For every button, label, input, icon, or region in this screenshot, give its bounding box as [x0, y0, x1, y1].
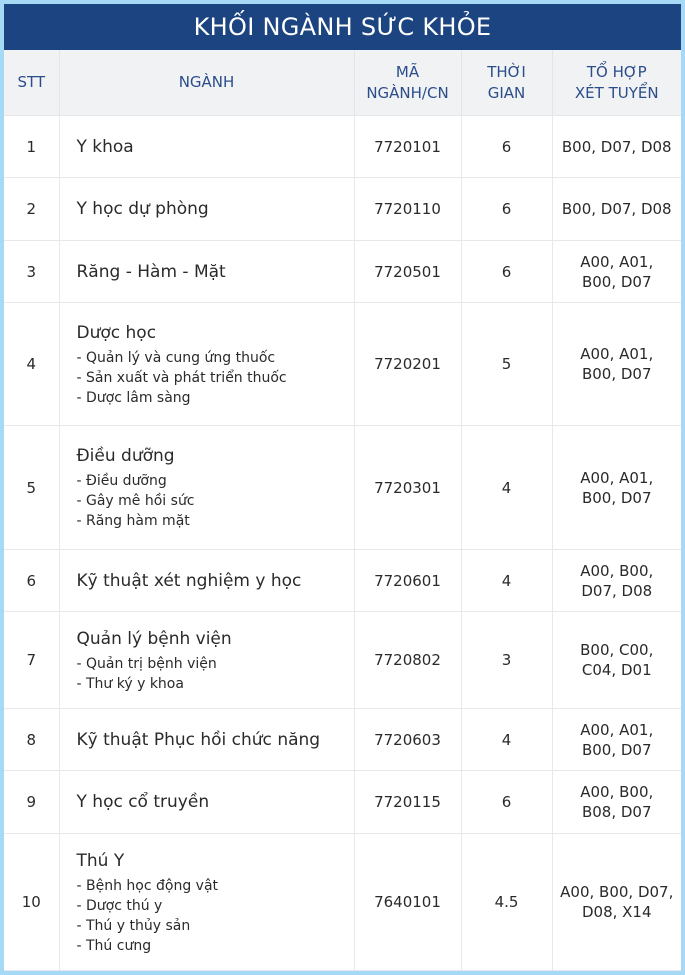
table-row: [4, 612, 681, 709]
specialization-item: - Dược lâm sàng: [76, 389, 191, 406]
cell-combo: B00, C00, C04, D01: [552, 612, 681, 709]
cell-code: 7720501: [354, 241, 461, 303]
cell-code: 7720101: [354, 116, 461, 178]
cell-major: [59, 241, 354, 303]
specialization-item: - Gây mê hồi sức: [76, 493, 195, 509]
specialization-item: - Thư ký y khoa: [76, 675, 184, 692]
major-name: Dược học: [76, 322, 157, 343]
cell-major: [59, 771, 354, 834]
table-row: [4, 426, 681, 550]
table-row: [4, 178, 681, 241]
majors-table: [4, 50, 681, 971]
cell-major: [59, 550, 354, 612]
specialization-item: - Bệnh học động vật: [76, 877, 219, 894]
table-row: [4, 771, 681, 834]
major-name: Điều dưỡng: [76, 446, 175, 466]
specialization-item: - Thú y thủy sản: [76, 917, 191, 934]
cell-combo: A00, A01, B00, D07: [552, 426, 681, 550]
table-row: [4, 834, 681, 971]
column-header-code: MÃ NGÀNH/CN: [354, 50, 461, 116]
cell-duration: 4: [461, 426, 552, 550]
specialization-item: - Quản trị bệnh viện: [76, 655, 217, 672]
specialization-list: [77, 876, 354, 956]
document-frame: [4, 4, 681, 970]
table-row: [4, 550, 681, 612]
cell-duration: 6: [461, 178, 552, 241]
cell-combo: A00, B00, D07, D08: [552, 550, 681, 612]
major-name: Kỹ thuật xét nghiệm y học: [76, 570, 302, 591]
cell-stt: 3: [4, 241, 59, 303]
cell-code: 7720110: [354, 178, 461, 241]
cell-duration: 6: [461, 241, 552, 303]
cell-stt: 9: [4, 771, 59, 834]
cell-major: [59, 834, 354, 971]
cell-stt: 5: [4, 426, 59, 550]
cell-combo: A00, A01, B00, D07: [552, 709, 681, 771]
column-header-combo: TỔ HỢP XÉT TUYỂN: [552, 50, 681, 116]
column-header-name: NGÀNH: [59, 50, 354, 116]
cell-code: 7720802: [354, 612, 461, 709]
cell-code: 7720115: [354, 771, 461, 834]
major-name: Y học dự phòng: [76, 199, 209, 219]
major-name: Quản lý bệnh viện: [76, 628, 232, 649]
cell-major: [59, 709, 354, 771]
specialization-item: - Sản xuất và phát triển thuốc: [76, 369, 287, 386]
cell-duration: 4: [461, 709, 552, 771]
cell-stt: 1: [4, 116, 59, 178]
cell-stt: 4: [4, 303, 59, 426]
cell-stt: 7: [4, 612, 59, 709]
specialization-list: [77, 348, 354, 408]
cell-combo: A00, B00, D07, D08, X14: [552, 834, 681, 971]
table-row: [4, 241, 681, 303]
cell-major: [59, 178, 354, 241]
cell-code: 7720301: [354, 426, 461, 550]
cell-code: 7720601: [354, 550, 461, 612]
cell-stt: 10: [4, 834, 59, 971]
cell-major: [59, 612, 354, 709]
cell-combo: B00, D07, D08: [552, 178, 681, 241]
column-header-stt: STT: [4, 50, 59, 116]
cell-combo: A00, B00, B08, D07: [552, 771, 681, 834]
cell-duration: 3: [461, 612, 552, 709]
cell-duration: 6: [461, 116, 552, 178]
specialization-item: - Điều dưỡng: [76, 473, 167, 489]
specialization-item: - Thú cưng: [76, 937, 152, 954]
specialization-item: - Quản lý và cung ứng thuốc: [76, 349, 276, 366]
major-name: Răng - Hàm - Mặt: [76, 261, 226, 282]
column-header-duration: THỜI GIAN: [461, 50, 552, 116]
cell-duration: 6: [461, 771, 552, 834]
cell-stt: 6: [4, 550, 59, 612]
cell-code: 7720603: [354, 709, 461, 771]
cell-major: [59, 116, 354, 178]
page-title: KHỐI NGÀNH SỨC KHỎE: [4, 4, 681, 50]
cell-stt: 2: [4, 178, 59, 241]
specialization-item: - Răng hàm mặt: [76, 513, 190, 529]
cell-combo: A00, A01, B00, D07: [552, 303, 681, 426]
table-header-row: [4, 50, 681, 116]
cell-duration: 5: [461, 303, 552, 426]
major-name: Thú Y: [76, 850, 125, 871]
cell-combo: B00, D07, D08: [552, 116, 681, 178]
cell-code: 7640101: [354, 834, 461, 971]
cell-combo: A00, A01, B00, D07: [552, 241, 681, 303]
table-row: [4, 709, 681, 771]
major-name: Y khoa: [76, 136, 134, 157]
cell-code: 7720201: [354, 303, 461, 426]
major-name: Y học cổ truyền: [76, 792, 210, 812]
specialization-item: - Dược thú y: [76, 897, 163, 914]
table-row: [4, 303, 681, 426]
table-row: [4, 116, 681, 178]
cell-major: [59, 303, 354, 426]
table-body: [4, 116, 681, 971]
major-name: Kỹ thuật Phục hồi chức năng: [76, 729, 321, 750]
cell-major: [59, 426, 354, 550]
cell-stt: 8: [4, 709, 59, 771]
cell-duration: 4.5: [461, 834, 552, 971]
specialization-list: [77, 471, 354, 531]
specialization-list: [77, 654, 354, 694]
cell-duration: 4: [461, 550, 552, 612]
